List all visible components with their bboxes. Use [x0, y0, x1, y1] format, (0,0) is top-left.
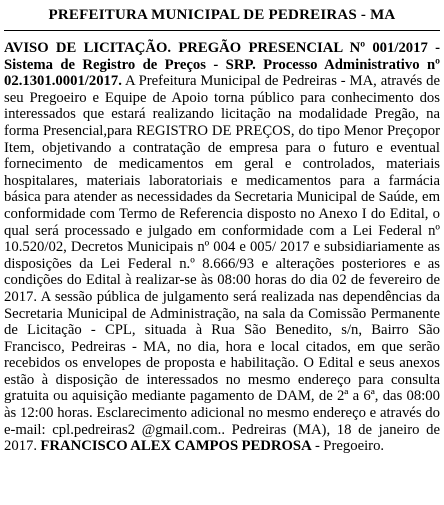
header-divider: [4, 30, 440, 31]
notice-heading: AVISO DE LICITAÇÃO. PREGÃO PRESENCIAL Nº 001/2017 - Sistema de Registro de Preços - SRP. Processo Administrativo nº 02.1301.0001/2017.: [4, 40, 440, 90]
signatory-name: FRANCISCO ALEX CAMPOS PEDROSA: [40, 438, 312, 455]
notice-body: A Prefeitura Municipal de Pedreiras - MA, através de seu Pregoeiro e Equipe de Apoio torna público para conhecimento dos interessados que estará realizando licitação na modalidade Pregão, na forma Presencial,para REGISTRO DE PREÇOS, do tipo Menor Preçopor Item, objetivando a contratação de empresa para o futuro e eventual fornecimento de medicamentos em geral e controlados, materiais hospitalares, materiais laboratoriais e medicamentos para a farmácia básica para atender as necessidades da Secretaria Municipal de Saúde, em conformidade com Termo de Referencia disposto no Anexo I do Edital, o qual será processado e julgado em conformidade com a Lei Federal nº 10.520/02, Decretos Municipais nº 004 e 005/ 2017 e subsidiariamente as disposições da Lei Federal n.º 8.666/93 e alterações posteriores e as condições do Edital à realizar-se às 08:00 horas do dia 02 de fevereiro de 2017. A sessão pública de julgamento será realizada nas dependências da Secretaria Municipal de Administração, na sala da Comissão Permanente de Licitação - CPL, situada à Rua São Benedito, s/n, Bairro São Francisco, Pedreiras - MA, no dia, hora e local citados, em que serão recebidos os envelopes de proposta e habilitação. O Edital e seus anexos estão à disposição de interessados no mesmo endereço para consulta gratuita ou aquisição mediante pagamento de DAM, de 2ª a 6ª, das 08:00 às 12:00 horas. Esclarecimento adicional no mesmo endereço e através do e-mail: cpl.pedreiras2 @gmail.com.. Pedreiras (MA), 18 de janeiro de 2017.: [4, 73, 440, 455]
page-title: PREFEITURA MUNICIPAL DE PEDREIRAS - MA: [48, 7, 396, 23]
notice-text: [4, 40, 440, 455]
signatory-role: - Pregoeiro.: [311, 438, 385, 455]
